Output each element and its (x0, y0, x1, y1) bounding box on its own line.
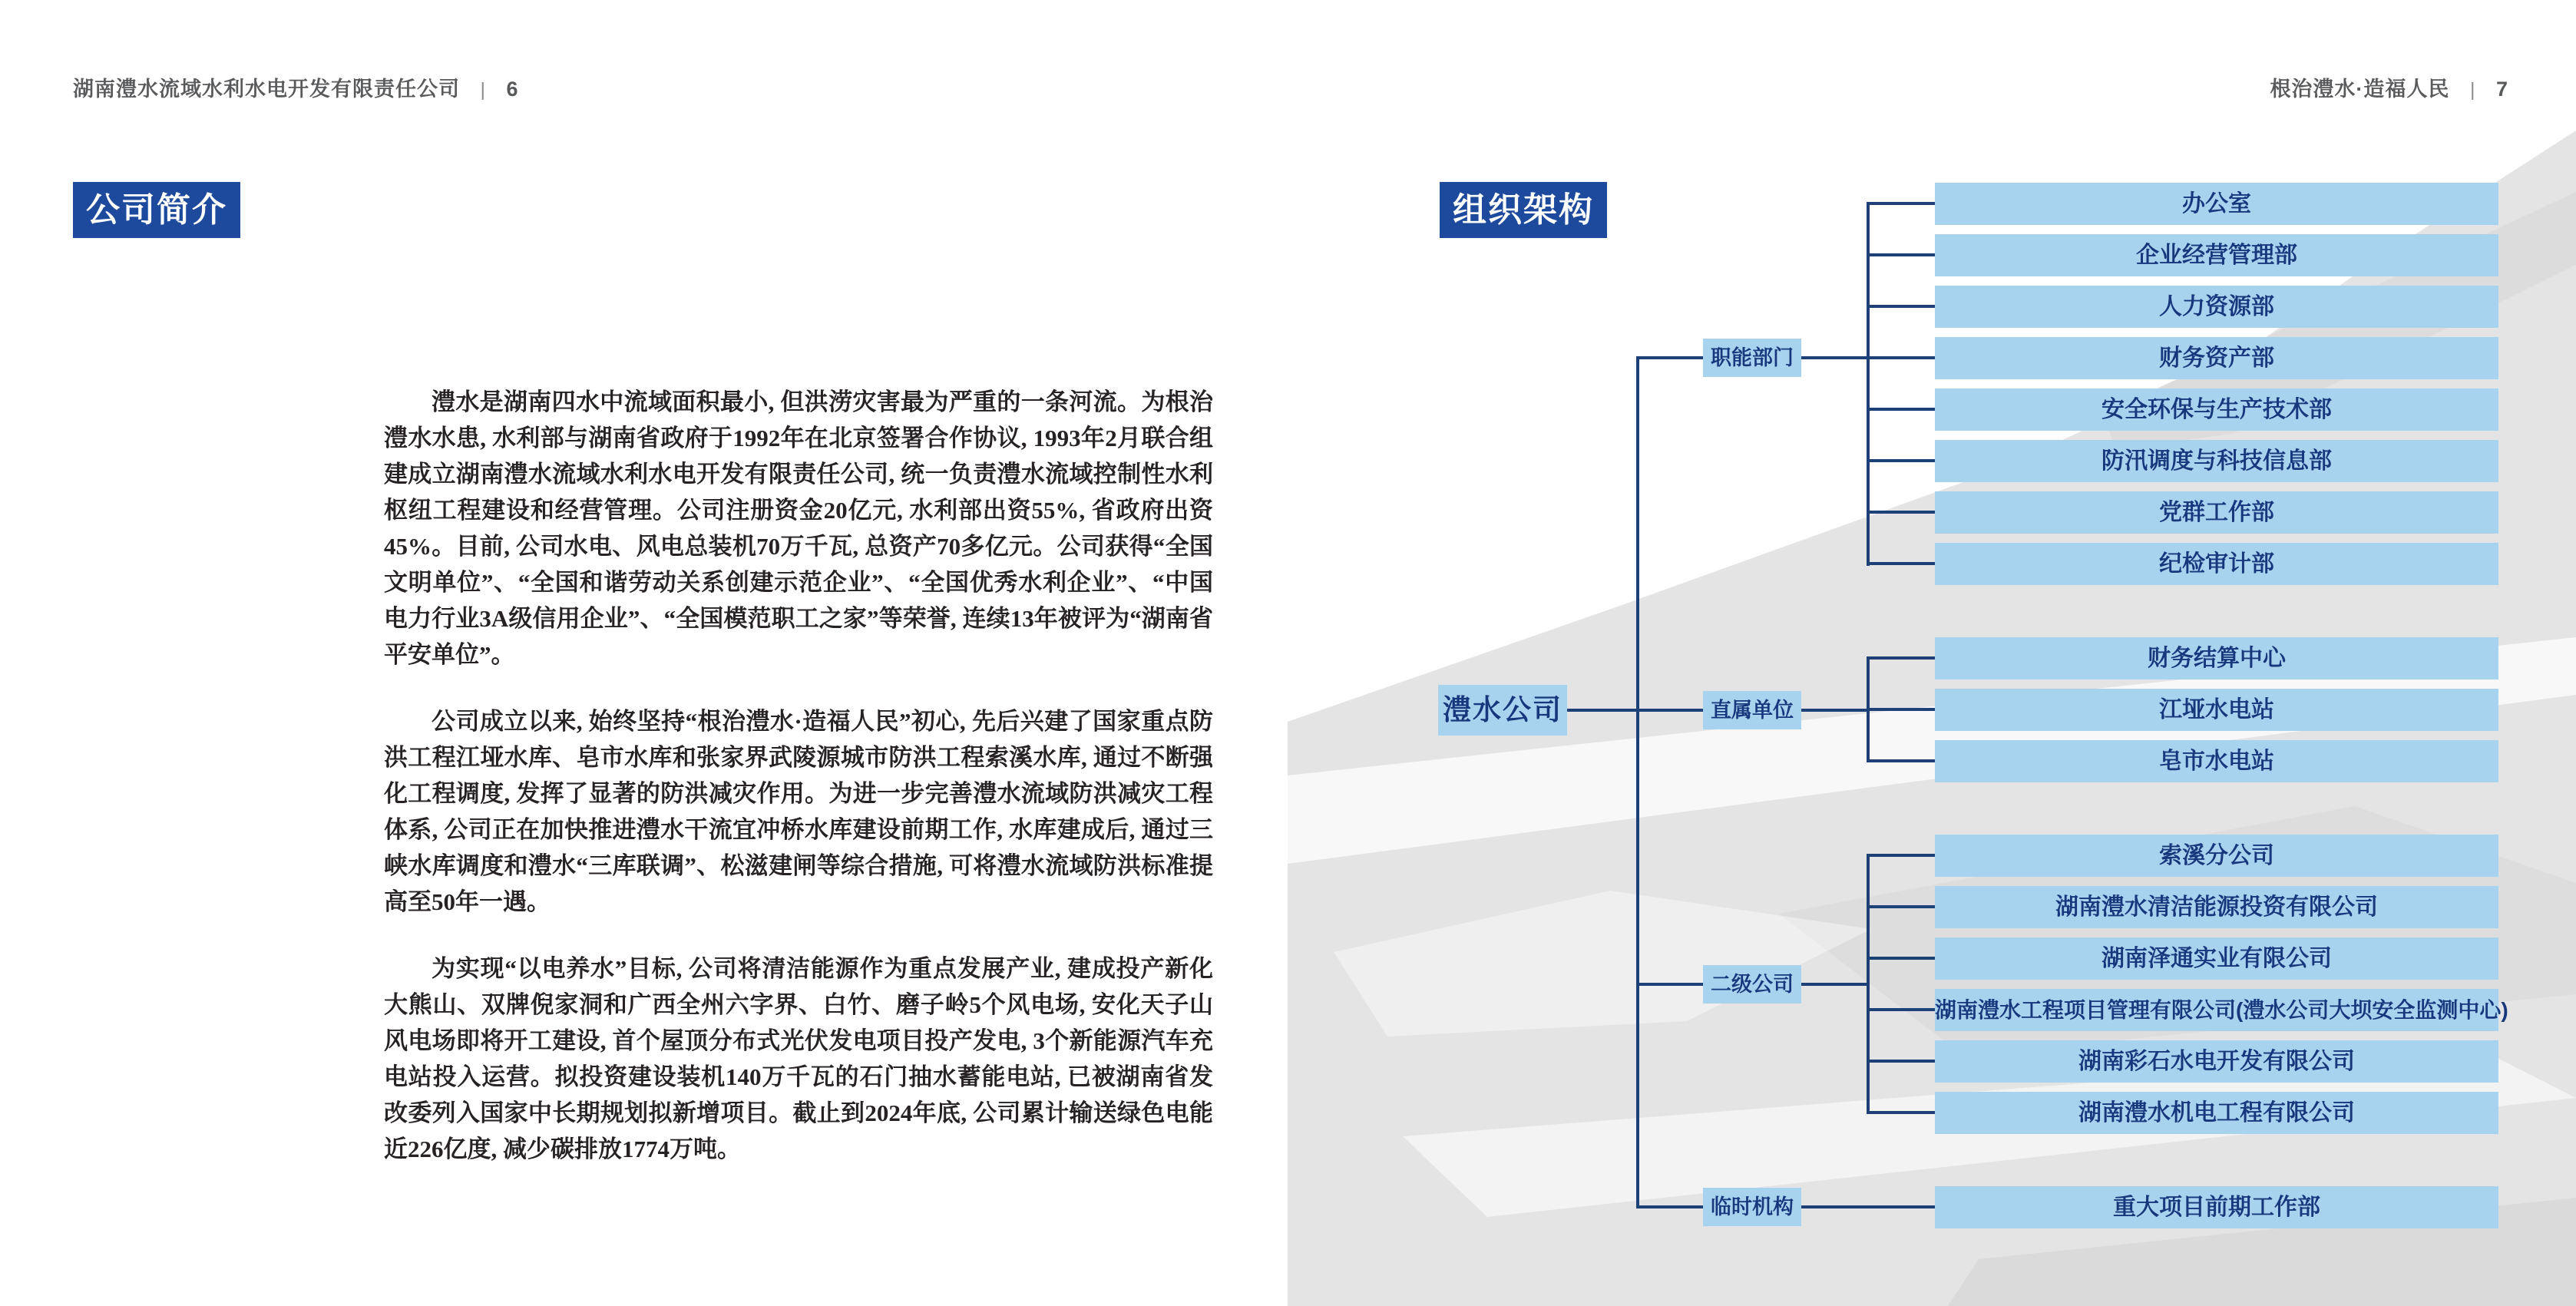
org-group-label-subsidiaries: 二级公司 (1703, 965, 1801, 1003)
org-child-box: 财务资产部 (1935, 337, 2498, 379)
org-child-box: 湖南泽通实业有限公司 (1935, 937, 2498, 980)
org-child-box: 企业经营管理部 (1935, 234, 2498, 276)
org-child-box: 人力资源部 (1935, 286, 2498, 328)
org-child-box: 重大项目前期工作部 (1935, 1186, 2498, 1228)
org-child-box: 皂市水电站 (1935, 740, 2498, 782)
org-child-box: 办公室 (1935, 183, 2498, 225)
org-child-box: 江垭水电站 (1935, 689, 2498, 731)
company-name: 湖南澧水流域水利水电开发有限责任公司 (73, 78, 460, 101)
org-child-box: 防汛调度与科技信息部 (1935, 440, 2498, 482)
org-root-box: 澧水公司 (1438, 685, 1567, 736)
org-child-box: 湖南澧水机电工程有限公司 (1935, 1092, 2498, 1134)
org-group-label-direct-units: 直属单位 (1703, 691, 1801, 729)
intro-paragraph-1: 澧水是湖南四水中流域面积最小, 但洪涝灾害最为严重的一条河流。为根治澧水水患, 水利部与湖南省政府于1992年在北京签署合作协议, 1993年2月联合组建成立湖南澧水流域水利水电开发有限责任公司, 统一负责澧水流域控制性水利枢纽工程建设和经营管理。公司注册资金20亿元, 水利部出资55%, 省政府出资45%。目前, 公司水电、风电总装机70万千瓦, 总资产70多亿元。公司获得“全国文明单位”、“全国和谐劳动关系创建示范企业”、“全国优秀水利企业”、“中国电力行业3A级信用企业”、“全国模范职工之家”等荣誉, 连续13年被评为“湖南省平安单位”。 (384, 388, 1213, 668)
org-group-label-temporary: 临时机构 (1703, 1188, 1801, 1226)
org-group-label-functional: 职能部门 (1703, 339, 1801, 377)
slogan: 根治澧水·造福人民 (2270, 78, 2450, 101)
section-title-company-intro: 公司简介 (73, 182, 240, 238)
header-divider: | (480, 79, 487, 101)
page-number: 6 (506, 78, 519, 101)
intro-paragraph-2: 公司成立以来, 始终坚持“根治澧水·造福人民”初心, 先后兴建了国家重点防洪工程江垭水库、皂市水库和张家界武陵源城市防洪工程索溪水库, 通过不断强化工程调度, 发挥了显著的防洪减灾作用。为进一步完善澧水流域防洪减灾工程体系, 公司正在加快推进澧水干流宜冲桥水库建设前期工作, 水库建成后, 通过三峡水库调度和澧水“三库联调”、松滋建闸等综合措施, 可将澧水流域防洪标准提高至50年一遇。 (384, 708, 1213, 915)
intro-paragraph-3: 为实现“以电养水”目标, 公司将清洁能源作为重点发展产业, 建成投产新化大熊山、双牌倪家洞和广西全州六字界、白竹、磨子岭5个风电场, 安化天子山风电场即将开工建设, 首个屋顶分布式光伏发电项目投产发电, 3个新能源汽车充电站投入运营。拟投资建设装机140万千瓦的石门抽水蓄能电站, 已被湖南省发改委列入国家中长期规划拟新增项目。截止到2024年底, 公司累计输送绿色电能近226亿度, 减少碳排放1774万吨。 (384, 955, 1213, 1162)
org-child-box: 索溪分公司 (1935, 835, 2498, 877)
org-child-box: 湖南澧水清洁能源投资有限公司 (1935, 886, 2498, 928)
org-child-box: 党群工作部 (1935, 491, 2498, 534)
org-child-box: 湖南彩石水电开发有限公司 (1935, 1040, 2498, 1083)
section-title-org-structure: 组织架构 (1440, 182, 1607, 238)
page-number: 7 (2495, 78, 2508, 101)
org-child-box: 湖南澧水工程项目管理有限公司(澧水公司大坝安全监测中心) (1935, 989, 2498, 1031)
org-child-box: 财务结算中心 (1935, 637, 2498, 679)
org-child-box: 纪检审计部 (1935, 543, 2498, 585)
header-divider: | (2469, 79, 2476, 101)
org-child-box: 安全环保与生产技术部 (1935, 388, 2498, 431)
